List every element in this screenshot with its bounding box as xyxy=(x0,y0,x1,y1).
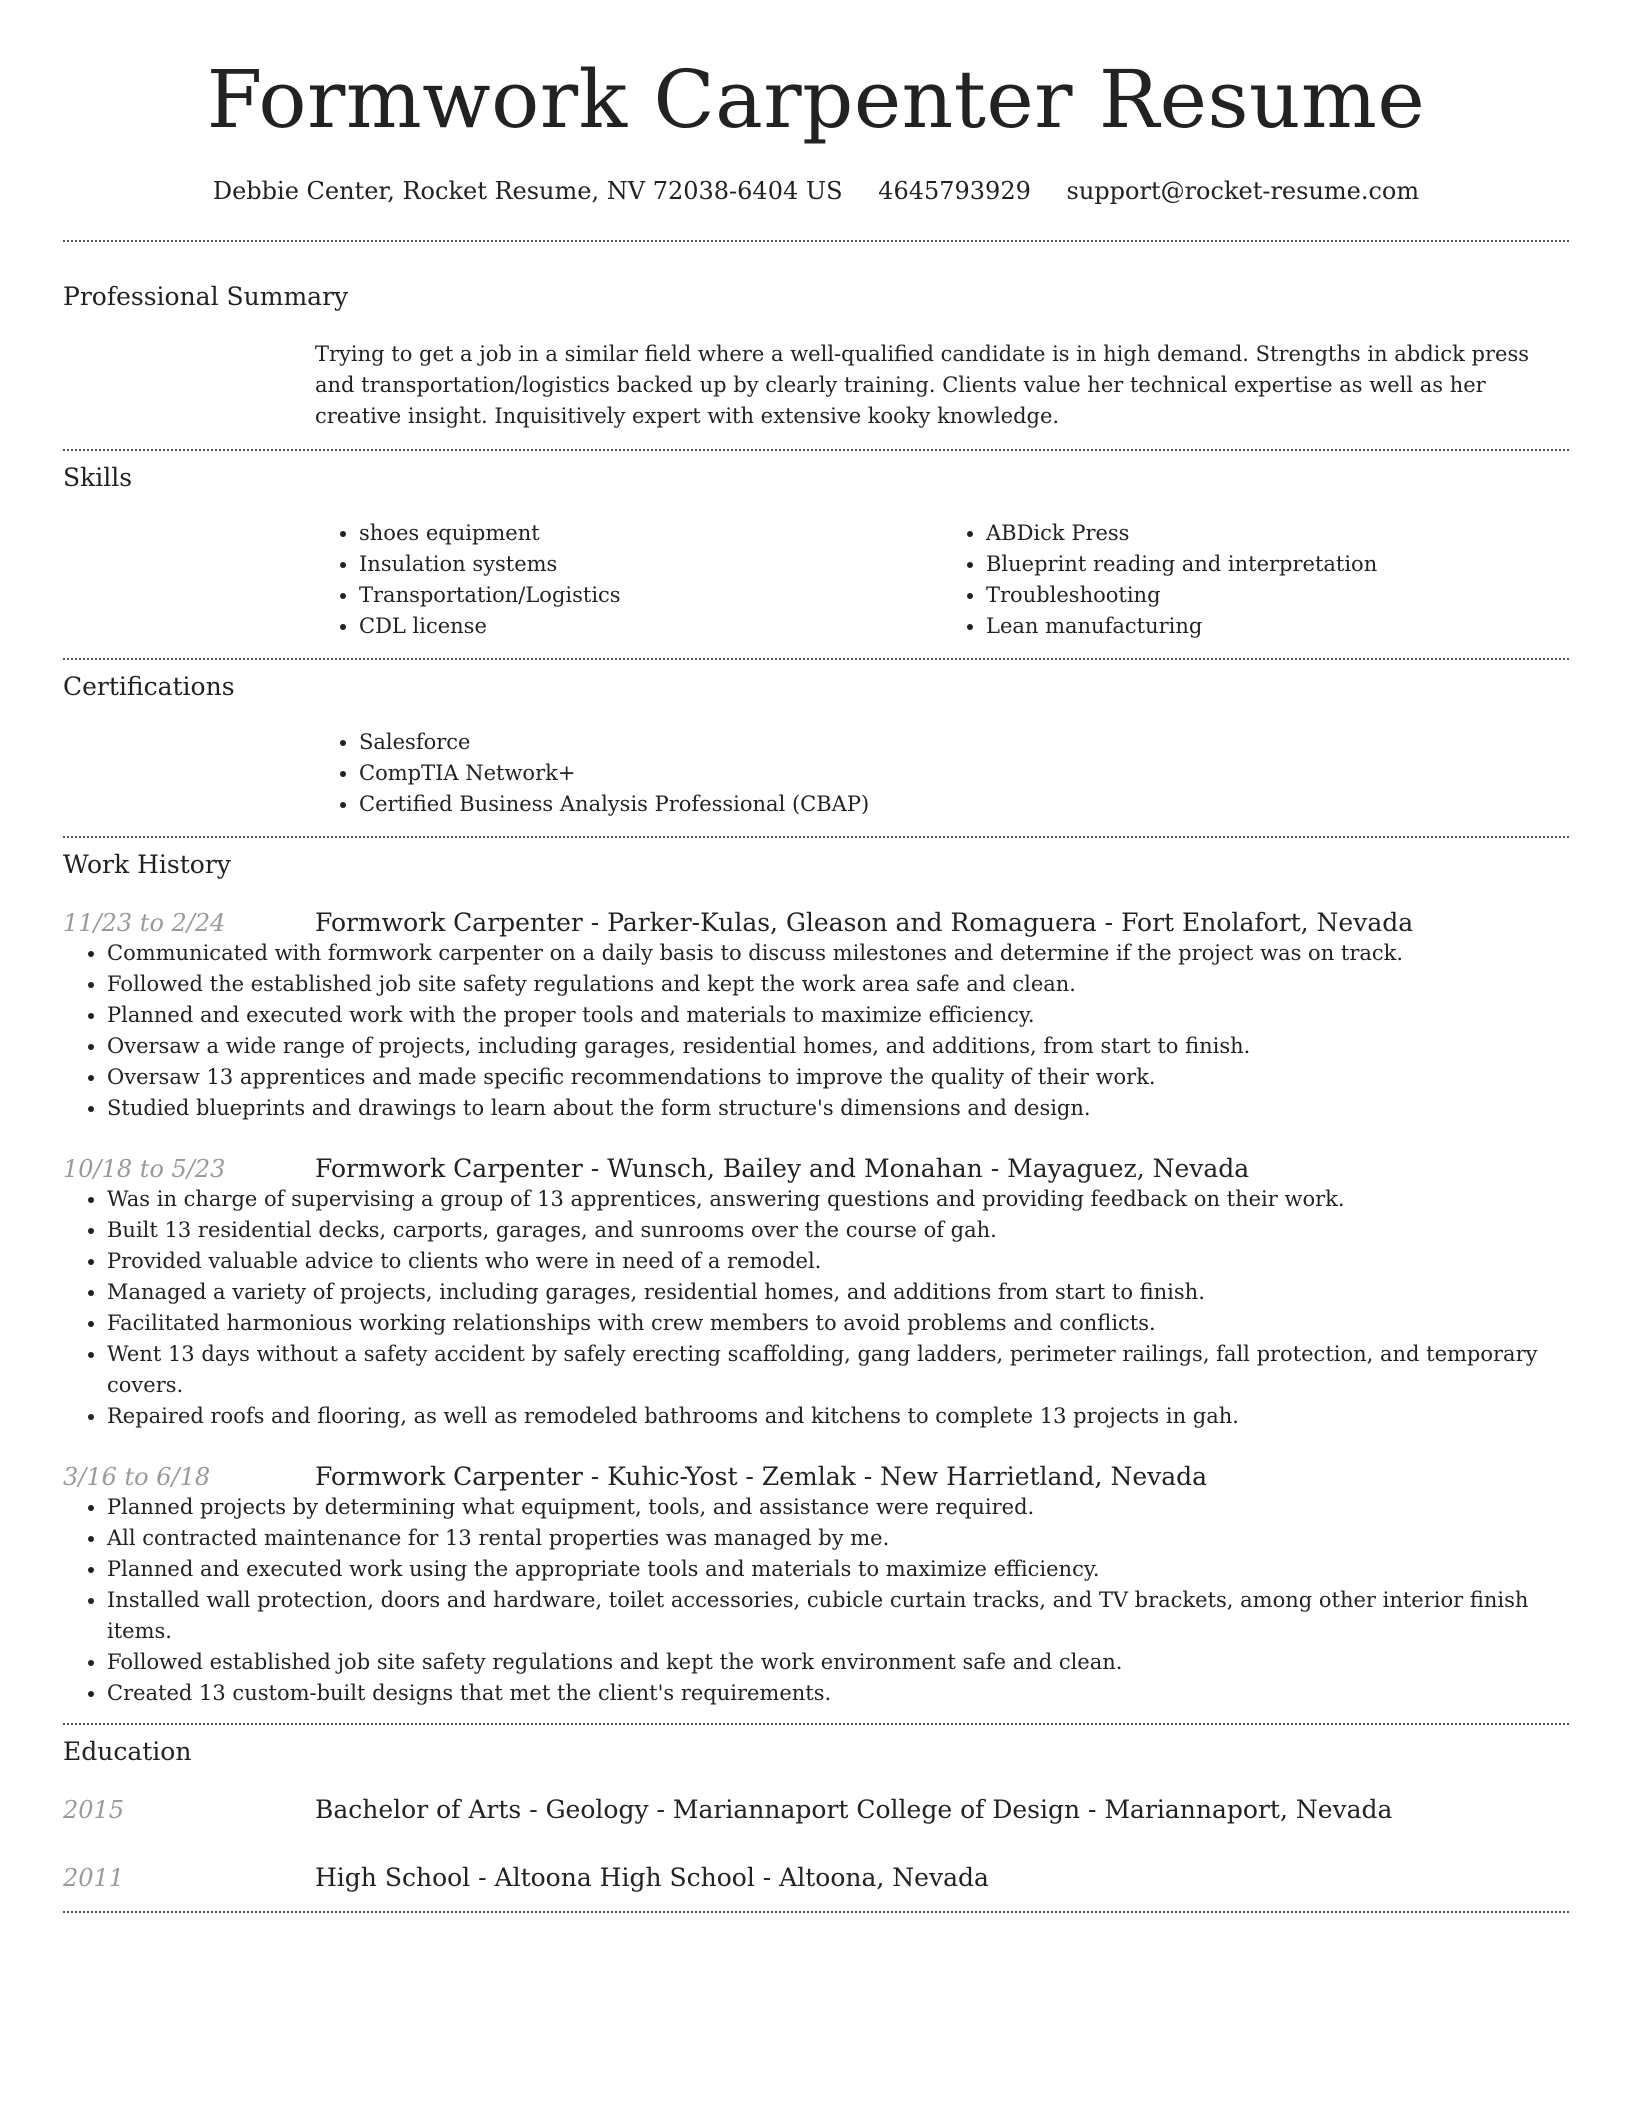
education-entry xyxy=(63,1863,1569,1893)
list-item: • Blueprint reading and interpretation xyxy=(986,549,1569,580)
skills-list-left xyxy=(315,518,942,642)
list-item: • Oversaw 13 apprentices and made specific recommendations to improve the quality of their work. xyxy=(107,1062,1569,1093)
list-item: • Provided valuable advice to clients who were in need of a remodel. xyxy=(107,1246,1569,1277)
list-item: • Managed a variety of projects, including garages, residential homes, and additions from start to finish. xyxy=(107,1277,1569,1308)
summary-section xyxy=(63,242,1569,449)
certifications-list xyxy=(315,727,1569,820)
education-year: 2015 xyxy=(63,1796,125,1824)
divider xyxy=(63,1911,1569,1913)
list-item: • Planned and executed work using the appropriate tools and materials to maximize efficiency. xyxy=(107,1554,1569,1585)
job-heading: Formwork Carpenter - Parker-Kulas, Gleason and Romaguera - Fort Enolafort, Nevada xyxy=(315,908,1414,937)
job-bullets xyxy=(63,1492,1569,1709)
list-item: • Planned and executed work with the proper tools and materials to maximize efficiency. xyxy=(107,1000,1569,1031)
list-item: • Transportation/Logistics xyxy=(359,580,942,611)
list-item: • Troubleshooting xyxy=(986,580,1569,611)
list-item: • Installed wall protection, doors and hardware, toilet accessories, cubicle curtain tracks, and TV brackets, among other interior finish items. xyxy=(107,1585,1569,1647)
work-section xyxy=(63,838,1569,1723)
education-text: Bachelor of Arts - Geology - Mariannaport College of Design - Mariannaport, Nevada xyxy=(315,1795,1393,1824)
contact-phone: 4645793929 xyxy=(878,177,1031,205)
education-year: 2011 xyxy=(63,1864,125,1892)
list-item: • Insulation systems xyxy=(359,549,942,580)
education-text: High School - Altoona High School - Altoona, Nevada xyxy=(315,1863,989,1892)
list-item: • Was in charge of supervising a group of 13 apprentices, answering questions and providing feedback on their work. xyxy=(107,1184,1569,1215)
list-item: • shoes equipment xyxy=(359,518,942,549)
job-entry xyxy=(63,1154,1569,1432)
list-item: • Followed established job site safety regulations and kept the work environment safe and clean. xyxy=(107,1647,1569,1678)
job-bullets xyxy=(63,938,1569,1124)
education-section xyxy=(63,1725,1569,1911)
list-item: • ABDick Press xyxy=(986,518,1569,549)
list-item: • All contracted maintenance for 13 rental properties was managed by me. xyxy=(107,1523,1569,1554)
job-heading: Formwork Carpenter - Wunsch, Bailey and Monahan - Mayaguez, Nevada xyxy=(315,1154,1250,1183)
list-item: • Oversaw a wide range of projects, including garages, residential homes, and additions, from start to finish. xyxy=(107,1031,1569,1062)
list-item: • Studied blueprints and drawings to learn about the form structure's dimensions and design. xyxy=(107,1093,1569,1124)
skills-title: Skills xyxy=(63,463,133,492)
job-entry xyxy=(63,1462,1569,1709)
summary-title: Professional Summary xyxy=(63,282,349,311)
work-title: Work History xyxy=(63,850,231,879)
certifications-section xyxy=(63,660,1569,836)
list-item: • Planned projects by determining what equipment, tools, and assistance were required. xyxy=(107,1492,1569,1523)
list-item: • Repaired roofs and flooring, as well as remodeled bathrooms and kitchens to complete 13 projects in gah. xyxy=(107,1401,1569,1432)
job-entry xyxy=(63,908,1569,1124)
list-item: • Salesforce xyxy=(359,727,1569,758)
list-item: • Created 13 custom-built designs that met the client's requirements. xyxy=(107,1678,1569,1709)
job-heading: Formwork Carpenter - Kuhic-Yost - Zemlak - New Harrietland, Nevada xyxy=(315,1462,1208,1491)
page-title: Formwork Carpenter Resume xyxy=(206,53,1426,146)
job-dates: 11/23 to 2/24 xyxy=(63,909,226,937)
summary-text: Trying to get a job in a similar field where a well-qualified candidate is in high demand. Strengths in abdick press and transportation/logistics backed up by clearly training. Clients value her technical expertise as well as her creative insight. Inquisitively expert with extensive kooky knowledge. xyxy=(315,342,1530,428)
job-dates: 10/18 to 5/23 xyxy=(63,1155,226,1183)
list-item: • Went 13 days without a safety accident by safely erecting scaffolding, gang ladders, perimeter railings, fall protection, and temporary covers. xyxy=(107,1339,1569,1401)
list-item: • CDL license xyxy=(359,611,942,642)
contact-address: Debbie Center, Rocket Resume, NV 72038-6404 US xyxy=(212,177,843,205)
education-title: Education xyxy=(63,1737,192,1766)
job-dates: 3/16 to 6/18 xyxy=(63,1463,211,1491)
list-item: • Facilitated harmonious working relationships with crew members to avoid problems and conflicts. xyxy=(107,1308,1569,1339)
certifications-title: Certifications xyxy=(63,672,235,701)
contact-line xyxy=(63,176,1569,206)
list-item: • Built 13 residential decks, carports, garages, and sunrooms over the course of gah. xyxy=(107,1215,1569,1246)
list-item: • CompTIA Network+ xyxy=(359,758,1569,789)
job-bullets xyxy=(63,1184,1569,1432)
contact-email: support@rocket-resume.com xyxy=(1066,177,1420,205)
list-item: • Certified Business Analysis Professional (CBAP) xyxy=(359,789,1569,820)
skills-list-right xyxy=(942,518,1569,642)
education-entry xyxy=(63,1795,1569,1825)
list-item: • Communicated with formwork carpenter on a daily basis to discuss milestones and determine if the project was on track. xyxy=(107,938,1569,969)
list-item: • Lean manufacturing xyxy=(986,611,1569,642)
skills-section xyxy=(63,451,1569,658)
list-item: • Followed the established job site safety regulations and kept the work area safe and clean. xyxy=(107,969,1569,1000)
